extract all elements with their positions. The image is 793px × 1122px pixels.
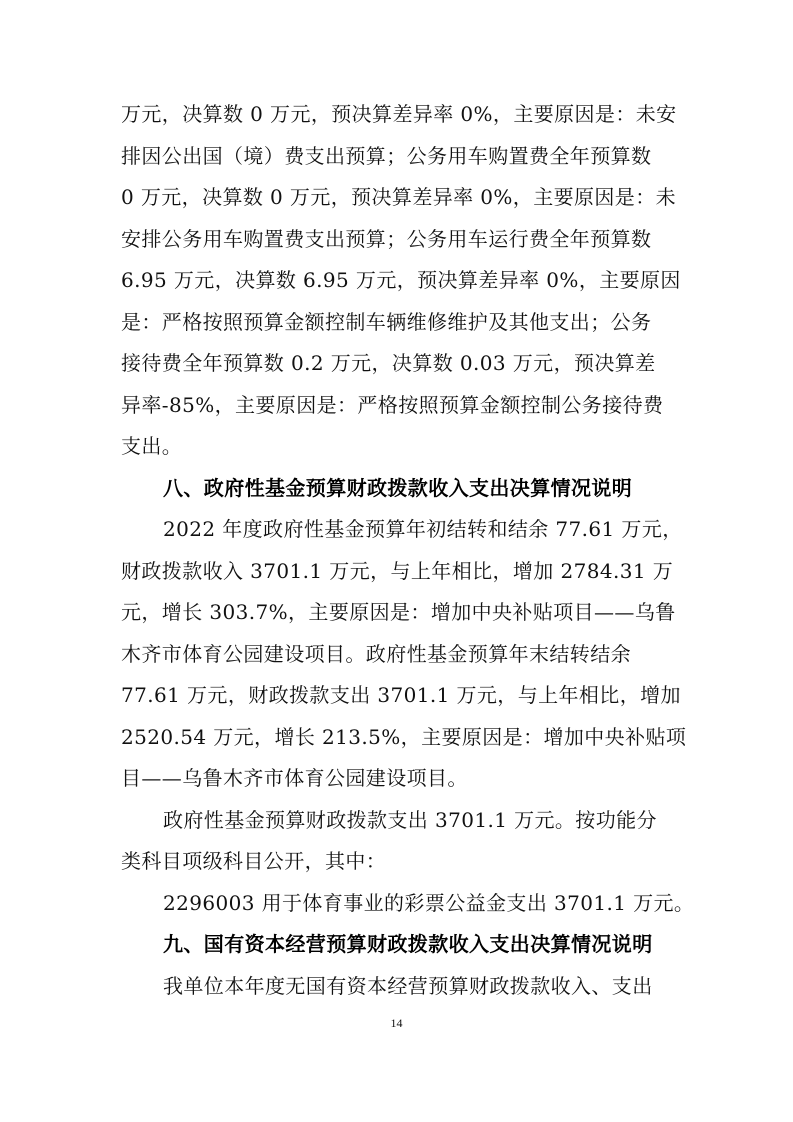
text-line: 元，增长 303.7%，主要原因是：增加中央补贴项目——乌鲁 bbox=[121, 600, 676, 624]
text-line: 目——乌鲁木齐市体育公园建设项目。 bbox=[121, 766, 468, 790]
text-line: 类科目项级科目公开，其中： bbox=[121, 849, 387, 873]
document-body bbox=[121, 94, 695, 1007]
text-line: 财政拨款收入 3701.1 万元，与上年相比，增加 2784.31 万 bbox=[121, 558, 674, 583]
paragraph-start: 2296003 用于体育事业的彩票公益金支出 3701.1 万元。 bbox=[163, 890, 695, 915]
text-line: 0 万元，决算数 0 万元，预决算差异率 0%，主要原因是：未 bbox=[121, 185, 677, 209]
text-line: 异率-85%，主要原因是：严格按照预算金额控制公务接待费 bbox=[121, 392, 664, 417]
text-line: 77.61 万元，财政拨款支出 3701.1 万元，与上年相比，增加 bbox=[121, 683, 681, 707]
text-line: 6.95 万元，决算数 6.95 万元，预决算差异率 0%，主要原因 bbox=[121, 268, 681, 292]
text-line: 是：严格按照预算金额控制车辆维修维护及其他支出；公务 bbox=[121, 309, 652, 334]
paragraph-start: 我单位本年度无国有资本经营预算财政拨款收入、支出 bbox=[163, 973, 653, 998]
section-heading-8: 八、政府性基金预算财政拨款收入支出决算情况说明 bbox=[163, 475, 633, 500]
text-line: 安排公务用车购置费支出预算；公务用车运行费全年预算数 bbox=[121, 226, 652, 251]
paragraph-start: 政府性基金预算财政拨款支出 3701.1 万元。按功能分 bbox=[163, 807, 657, 832]
page-number: 14 bbox=[390, 1016, 403, 1030]
text-line: 接待费全年预算数 0.2 万元，决算数 0.03 万元，预决算差 bbox=[121, 351, 656, 375]
text-line: 2520.54 万元，增长 213.5%，主要原因是：增加中央补贴项 bbox=[121, 724, 687, 749]
text-line: 万元，决算数 0 万元，预决算差异率 0%，主要原因是：未安 bbox=[121, 102, 677, 126]
text-line: 支出。 bbox=[121, 434, 183, 458]
text-line: 木齐市体育公园建设项目。政府性基金预算年末结转结余 bbox=[121, 641, 631, 666]
text-line: 排因公出国（境）费支出预算；公务用车购置费全年预算数 bbox=[121, 143, 652, 168]
section-heading-9: 九、国有资本经营预算财政拨款收入支出决算情况说明 bbox=[163, 932, 653, 956]
paragraph-start: 2022 年度政府性基金预算年初结转和结余 77.61 万元， bbox=[163, 517, 683, 541]
